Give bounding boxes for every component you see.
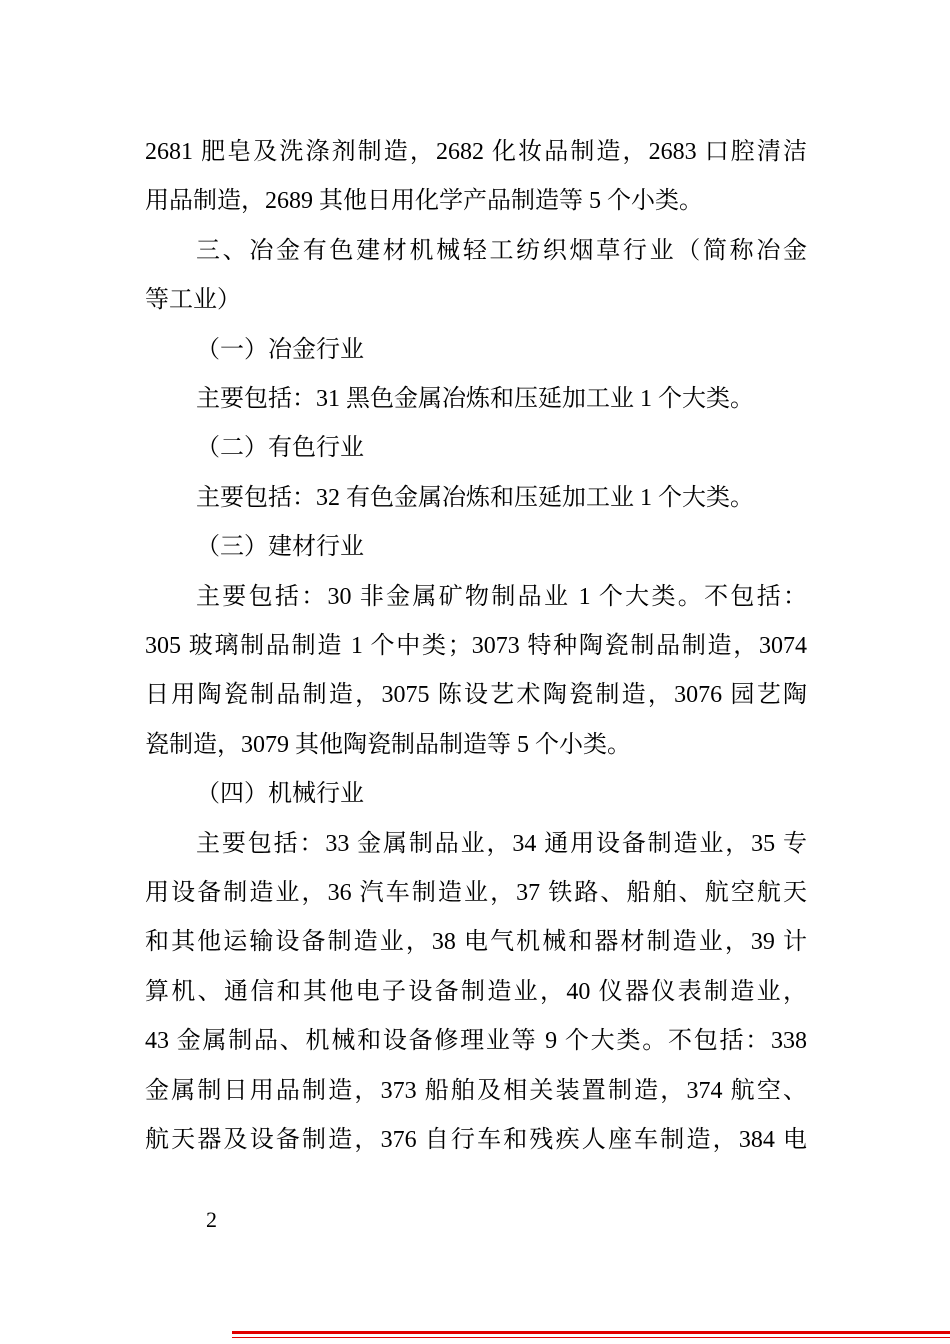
text-line: 用设备制造业，36 汽车制造业，37 铁路、船舶、航空航天 — [145, 880, 807, 906]
text-line: 2681 肥皂及洗涤剂制造，2682 化妆品制造，2683 口腔清洁 — [145, 139, 807, 165]
text-line: 日用陶瓷制品制造，3075 陈设艺术陶瓷制造，3076 园艺陶 — [145, 682, 807, 708]
text-line: 主要包括：31 黑色金属冶炼和压延加工业 1 个大类。 — [196, 386, 754, 412]
text-line: 和其他运输设备制造业，38 电气机械和器材制造业，39 计 — [145, 929, 807, 955]
text-line: 主要包括：30 非金属矿物制品业 1 个大类。不包括： — [196, 584, 807, 610]
red-rule-thick — [232, 1331, 950, 1334]
section-heading: 等工业） — [145, 287, 241, 313]
subsection-heading: （一）冶金行业 — [196, 337, 364, 363]
text-line: 航天器及设备制造，376 自行车和残疾人座车制造，384 电 — [145, 1127, 807, 1153]
text-line: 算机、通信和其他电子设备制造业，40 仪器仪表制造业， — [145, 979, 807, 1005]
subsection-heading: （三）建材行业 — [196, 534, 364, 560]
subsection-heading: （四）机械行业 — [196, 781, 364, 807]
text-line: 43 金属制品、机械和设备修理业等 9 个大类。不包括：338 — [145, 1028, 807, 1054]
text-line: 主要包括：32 有色金属冶炼和压延加工业 1 个大类。 — [196, 485, 754, 511]
text-line: 305 玻璃制品制造 1 个中类；3073 特种陶瓷制品制造，3074 — [145, 633, 807, 659]
page-number: 2 — [206, 1207, 217, 1232]
subsection-heading: （二）有色行业 — [196, 435, 364, 461]
text-line: 金属制日用品制造，373 船舶及相关装置制造，374 航空、 — [145, 1078, 807, 1104]
text-line: 用品制造，2689 其他日用化学产品制造等 5 个小类。 — [145, 188, 703, 214]
red-rule-thin — [232, 1337, 950, 1338]
text-line: 主要包括：33 金属制品业，34 通用设备制造业，35 专 — [196, 831, 807, 857]
text-line: 瓷制造，3079 其他陶瓷制品制造等 5 个小类。 — [145, 732, 631, 758]
section-heading: 三、冶金有色建材机械轻工纺织烟草行业（简称冶金 — [196, 238, 807, 264]
